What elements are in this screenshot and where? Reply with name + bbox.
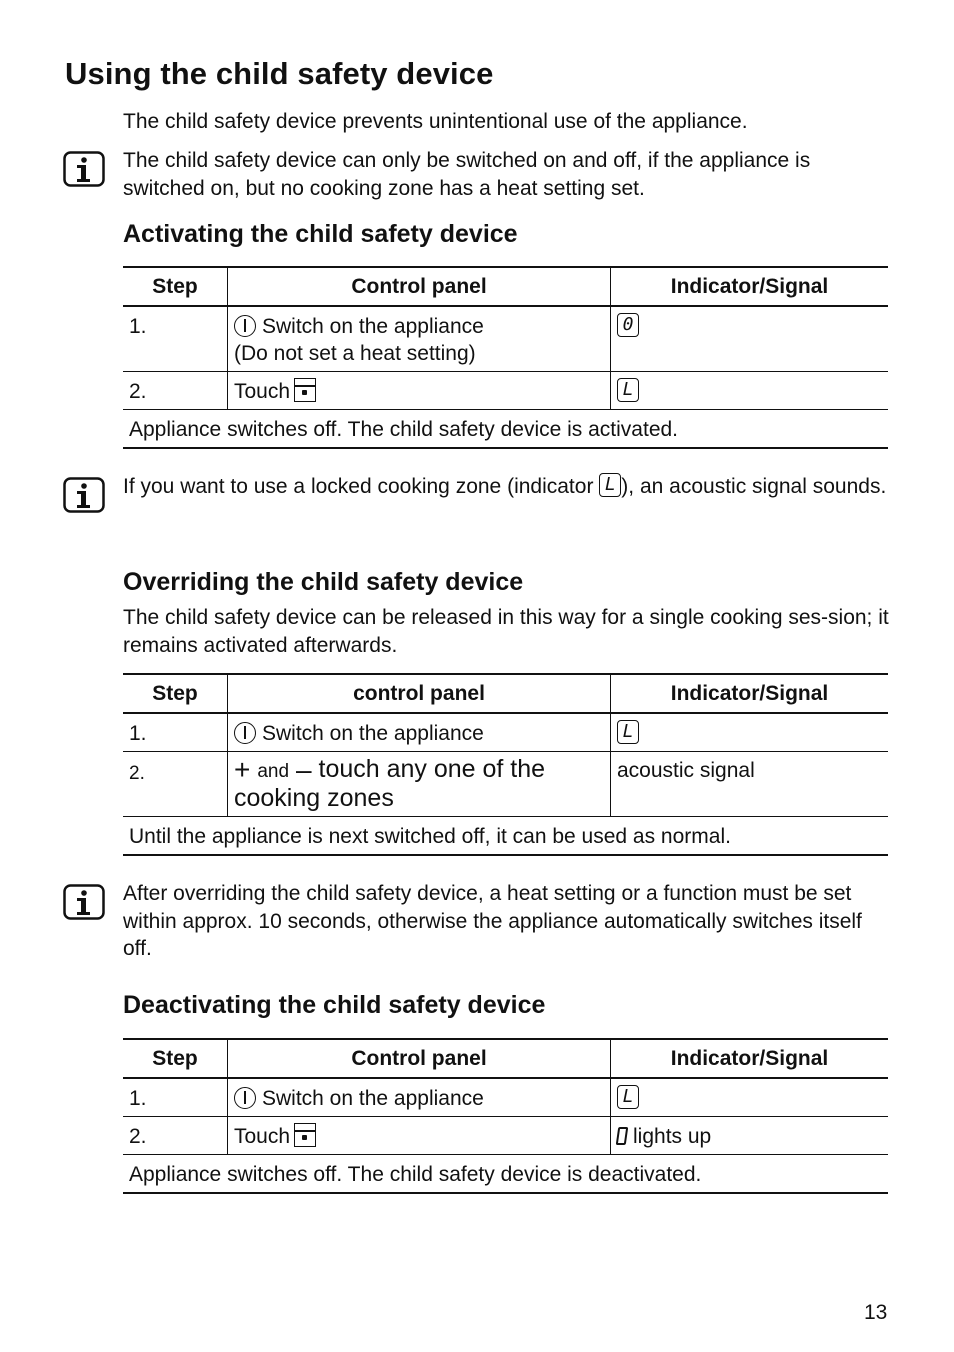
- table-footer: Appliance switches off. The child safety device is deactivated.: [123, 1155, 888, 1194]
- control-cell: [228, 752, 611, 817]
- table-row: [123, 1117, 888, 1155]
- step-number: 1.: [123, 306, 228, 372]
- table-footer-row: [123, 410, 888, 449]
- note-text-after: ), an acoustic signal sounds.: [621, 475, 887, 498]
- activating-heading: Activating the child safety device: [123, 220, 518, 248]
- control-text: touch any one of the cooking zones: [234, 755, 546, 812]
- indicator-cell: acoustic signal: [611, 752, 889, 817]
- display-L-icon: L: [617, 378, 639, 402]
- table-row: [123, 372, 888, 410]
- display-0-icon: [616, 1127, 629, 1145]
- table-row: [123, 752, 888, 817]
- note-text-before: If you want to use a locked cooking zone (indicator: [123, 475, 594, 498]
- table-header-row: [123, 267, 888, 306]
- power-icon: [234, 722, 256, 744]
- table-row: [123, 713, 888, 752]
- indicator-cell: [611, 306, 889, 372]
- indicator-cell: [611, 713, 889, 752]
- control-cell: [228, 713, 611, 752]
- overriding-table: [123, 673, 888, 856]
- control-cell: [228, 372, 611, 410]
- header-control-panel: Control panel: [228, 1039, 611, 1078]
- header-step: Step: [123, 674, 228, 713]
- step-number: 1.: [123, 1078, 228, 1117]
- page-title: Using the child safety device: [65, 56, 494, 91]
- note-conditions: The child safety device can only be switched on and off, if the appliance is switched on, but no cooking zone has a heat setting set.: [123, 149, 811, 200]
- header-control-panel: Control panel: [228, 267, 611, 306]
- lock-key-icon: [294, 378, 316, 402]
- table-row: [123, 1078, 888, 1117]
- step-number: 2.: [123, 1117, 228, 1155]
- activating-table: [123, 266, 888, 449]
- minus-icon: –: [295, 754, 312, 785]
- table-footer-row: [123, 817, 888, 856]
- header-step: Step: [123, 267, 228, 306]
- table-footer: Appliance switches off. The child safety device is activated.: [123, 410, 888, 449]
- header-indicator: Indicator/Signal: [611, 1039, 889, 1078]
- table-footer-row: [123, 1155, 888, 1194]
- display-L-icon: L: [617, 1085, 639, 1109]
- table-footer: Until the appliance is next switched off, it can be used as normal.: [123, 817, 888, 856]
- note-locked-zone: [123, 473, 888, 501]
- info-icon: [63, 884, 105, 920]
- control-note: (Do not set a heat setting): [234, 342, 476, 365]
- lock-key-icon: [294, 1123, 316, 1147]
- and-text: and: [257, 761, 290, 782]
- display-L-icon: L: [617, 720, 639, 744]
- deactivating-table: [123, 1038, 888, 1194]
- indicator-cell: [611, 1117, 889, 1155]
- deactivating-heading: Deactivating the child safety device: [123, 991, 546, 1019]
- control-text: Switch on the appliance: [262, 722, 484, 745]
- table-row: [123, 306, 888, 372]
- header-control-panel: control panel: [228, 674, 611, 713]
- header-indicator: Indicator/Signal: [611, 674, 889, 713]
- power-icon: [234, 315, 256, 337]
- indicator-cell: [611, 1078, 889, 1117]
- control-text: Touch: [234, 380, 291, 403]
- note-timeout: After overriding the child safety device, a heat setting or a function must be set within approx. 10 seconds, otherwise the appliance automatically switches itself off.: [123, 882, 862, 960]
- control-cell: [228, 1078, 611, 1117]
- indicator-cell: [611, 372, 889, 410]
- control-cell: [228, 306, 611, 372]
- info-icon: [63, 151, 105, 187]
- step-number: 1.: [123, 713, 228, 752]
- overriding-text: The child safety device can be released in this way for a single cooking ses-sion; it remains activated afterwards.: [123, 606, 889, 657]
- intro-text: The child safety device prevents unintentional use of the appliance.: [123, 110, 748, 133]
- page-number: 13: [864, 1301, 888, 1324]
- header-step: Step: [123, 1039, 228, 1078]
- step-number: 2.: [123, 372, 228, 410]
- indicator-text: lights up: [633, 1125, 712, 1148]
- header-indicator: Indicator/Signal: [611, 267, 889, 306]
- control-text: Switch on the appliance: [262, 1087, 484, 1110]
- display-L-icon: L: [599, 473, 621, 497]
- info-icon: [63, 477, 105, 513]
- display-0-icon: 0: [617, 313, 639, 337]
- control-text: Switch on the appliance: [262, 315, 484, 338]
- table-header-row: [123, 1039, 888, 1078]
- plus-icon: +: [234, 754, 251, 785]
- table-header-row: [123, 674, 888, 713]
- overriding-heading: Overriding the child safety device: [123, 568, 524, 596]
- step-number: 2.: [123, 752, 228, 817]
- power-icon: [234, 1087, 256, 1109]
- control-cell: [228, 1117, 611, 1155]
- control-text: Touch: [234, 1125, 291, 1148]
